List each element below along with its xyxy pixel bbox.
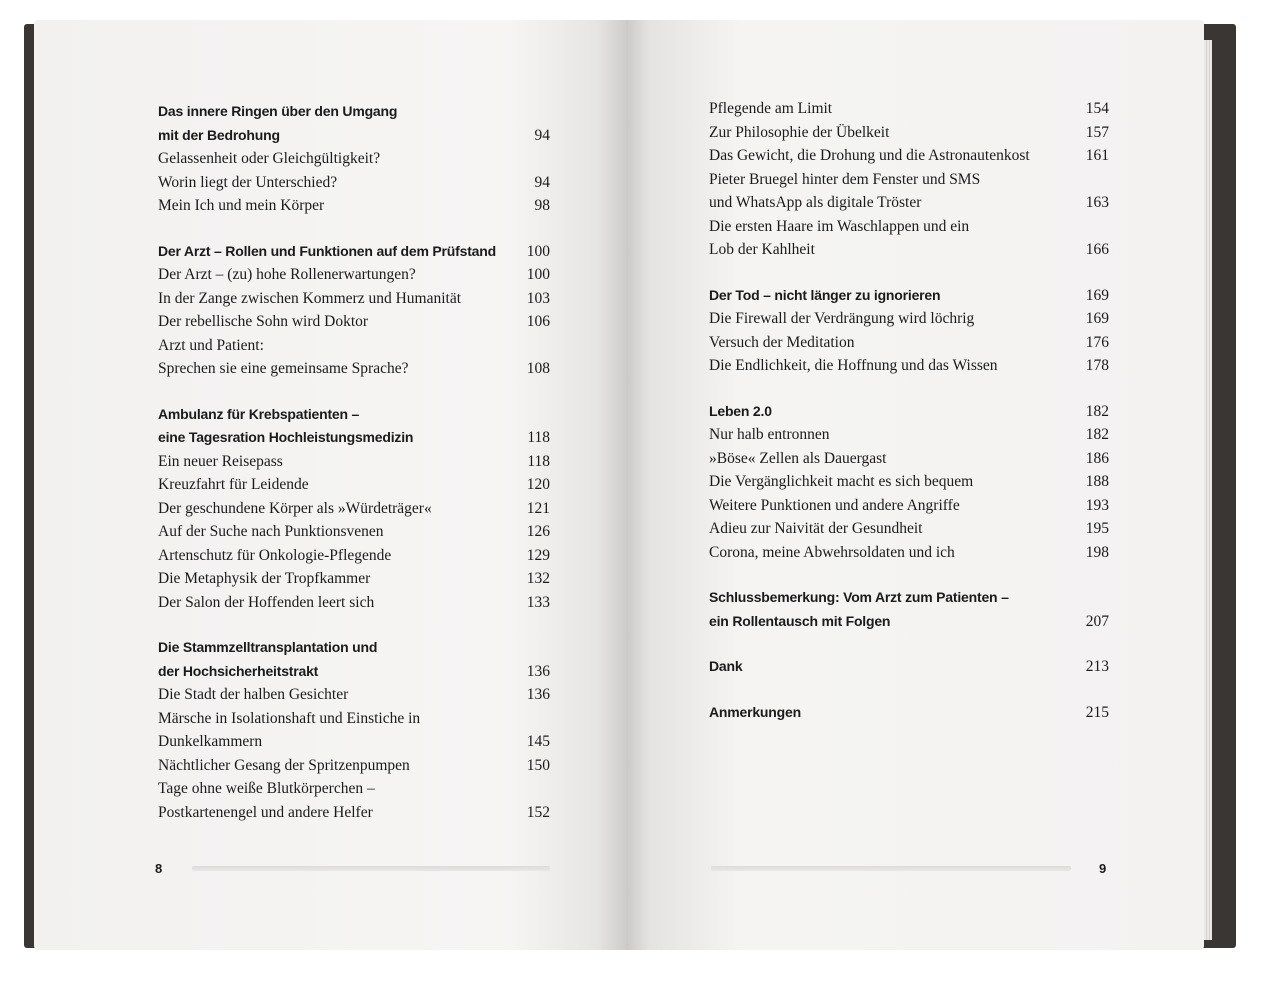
toc-page-number: 213 — [1085, 658, 1109, 675]
toc-page-number: 152 — [526, 803, 550, 821]
toc-page-number: 129 — [526, 546, 550, 564]
toc-entry-title: In der Zange zwischen Kommerz und Humanität — [158, 289, 462, 307]
toc-page-number: 182 — [1085, 426, 1109, 443]
toc-entry — [158, 567, 550, 591]
toc-chapter — [709, 701, 1109, 725]
toc-entry — [158, 777, 550, 824]
toc-entry — [709, 144, 1109, 168]
toc-page-number: 186 — [1085, 449, 1109, 467]
toc-page-number: 215 — [1085, 703, 1109, 721]
toc-page-number: 188 — [1085, 473, 1109, 490]
toc-page-number: 106 — [526, 313, 550, 330]
toc-entry-title: Zur Philosophie der Übelkeit — [709, 123, 890, 141]
toc-page-number: 157 — [1085, 123, 1109, 141]
toc-chapter — [709, 400, 1109, 424]
toc-entry — [709, 517, 1109, 541]
toc-entry-title: der Hochsicherheitstrakt — [158, 662, 319, 679]
toc-entry — [158, 473, 550, 497]
toc-entry-title: Arzt und Patient: — [158, 336, 264, 354]
page-number-left: 8 — [155, 861, 163, 876]
toc-page-number: 136 — [526, 662, 550, 680]
toc-left — [158, 100, 550, 824]
toc-page-number: 207 — [1085, 612, 1109, 630]
toc-page-number: 169 — [1085, 310, 1109, 327]
toc-entry — [709, 470, 1109, 494]
toc-entry-title: Versuch der Meditation — [709, 333, 855, 351]
toc-page-number: 178 — [1085, 357, 1109, 374]
toc-entry-title: Pieter Bruegel hinter dem Fenster und SMS — [709, 170, 981, 188]
page-number-right: 9 — [1099, 861, 1107, 876]
toc-entry — [709, 331, 1109, 355]
toc-entry — [709, 447, 1109, 471]
toc-entry-title: Die ersten Haare im Waschlappen und ein — [709, 217, 970, 235]
toc-section — [709, 97, 1109, 262]
toc-entry-title: Der rebellische Sohn wird Doktor — [158, 313, 369, 330]
toc-entry-title: Das innere Ringen über den Umgang — [158, 103, 398, 119]
toc-entry-title: Märsche in Isolationshaft und Einstiche in — [158, 709, 421, 727]
toc-page-number: 145 — [526, 733, 550, 750]
toc-entry-title: Leben 2.0 — [709, 402, 772, 419]
toc-page-number: 118 — [527, 452, 550, 470]
toc-section — [709, 701, 1109, 725]
section-gap — [709, 564, 1109, 586]
toc-entry-title: Kreuzfahrt für Leidende — [158, 476, 309, 493]
toc-entry-title: Nur halb entronnen — [709, 426, 830, 443]
toc-entry-title: Anmerkungen — [709, 703, 801, 720]
toc-page-number: 154 — [1085, 100, 1109, 117]
toc-page-number: 150 — [526, 756, 550, 774]
toc-section — [158, 100, 550, 218]
footer-rule-left — [192, 866, 550, 871]
toc-entry-title: Auf der Suche nach Punktionsvenen — [158, 523, 384, 540]
toc-entry-title: Die Vergänglichkeit macht es sich bequem — [709, 473, 974, 490]
toc-entry — [709, 307, 1109, 331]
toc-entry-title: Schlussbemerkung: Vom Arzt zum Patienten – — [709, 589, 1009, 605]
toc-page-number: 169 — [1085, 286, 1109, 304]
toc-entry-title: Dunkelkammern — [158, 733, 263, 750]
toc-entry-title: Die Metaphysik der Tropfkammer — [158, 570, 371, 587]
toc-entry-title: Die Stammzelltransplantation und — [158, 639, 378, 655]
toc-section — [709, 284, 1109, 378]
toc-entry-title: Die Stadt der halben Gesichter — [158, 686, 349, 703]
toc-entry — [158, 754, 550, 778]
toc-entry — [158, 707, 550, 754]
toc-entry-title: eine Tagesration Hochleistungsmedizin — [158, 429, 414, 445]
section-gap — [158, 218, 550, 240]
toc-entry-title: Das Gewicht, die Drohung und die Astronautenkost — [709, 147, 1030, 164]
toc-entry-title: ein Rollentausch mit Folgen — [709, 612, 891, 629]
toc-page-number: 100 — [526, 242, 550, 260]
toc-entry — [158, 287, 550, 311]
toc-entry — [158, 310, 550, 334]
toc-entry-title: Der Arzt – (zu) hohe Rollenerwartungen? — [158, 266, 416, 283]
toc-section — [158, 240, 550, 381]
toc-entry-title: Nächtlicher Gesang der Spritzenpumpen — [158, 756, 410, 774]
toc-entry-title: Der Arzt – Rollen und Funktionen auf dem Prüfstand — [158, 242, 496, 259]
toc-page-number: 176 — [1085, 333, 1109, 351]
toc-entry-title: »Böse« Zellen als Dauergast — [709, 449, 887, 467]
toc-entry-title: Corona, meine Abwehrsoldaten und ich — [709, 543, 955, 561]
toc-section — [158, 403, 550, 615]
toc-entry-title: und WhatsApp als digitale Tröster — [709, 194, 922, 211]
toc-entry — [709, 168, 1109, 215]
toc-entry-title: Gelassenheit oder Gleichgültigkeit? — [158, 150, 381, 167]
toc-entry-title: Mein Ich und mein Körper — [158, 197, 325, 214]
toc-entry — [158, 497, 550, 521]
toc-entry — [158, 683, 550, 707]
toc-page-number: 100 — [526, 266, 550, 283]
toc-entry — [158, 263, 550, 287]
toc-entry — [158, 544, 550, 568]
toc-entry — [709, 121, 1109, 145]
toc-entry-title: Pflegende am Limit — [709, 100, 833, 117]
toc-page-number: 118 — [527, 429, 550, 446]
section-gap — [709, 262, 1109, 284]
toc-page-number: 132 — [526, 570, 550, 587]
toc-entry — [709, 541, 1109, 565]
toc-entry-title: Lob der Kahlheit — [709, 241, 815, 258]
toc-entry — [709, 354, 1109, 378]
toc-chapter — [158, 636, 550, 683]
toc-page-number: 121 — [526, 499, 550, 517]
toc-entry-title: Die Endlichkeit, die Hoffnung und das Wissen — [709, 357, 998, 374]
toc-entry-title: Die Firewall der Verdrängung wird löchrig — [709, 310, 975, 327]
toc-page-number: 108 — [526, 360, 550, 377]
toc-section — [709, 655, 1109, 679]
toc-entry-title: Worin liegt der Unterschied? — [158, 173, 338, 191]
section-gap — [709, 633, 1109, 655]
toc-page-number: 133 — [526, 593, 550, 611]
toc-entry-title: Ein neuer Reisepass — [158, 452, 283, 470]
toc-page-number: 198 — [1085, 543, 1109, 561]
toc-entry-title: Der geschundene Körper als »Würdeträger« — [158, 499, 432, 517]
toc-page-number: 166 — [1085, 241, 1109, 258]
toc-page-number: 182 — [1085, 402, 1109, 420]
toc-page-number: 126 — [526, 523, 550, 540]
toc-entry-title: Der Salon der Hoffenden leert sich — [158, 593, 375, 611]
toc-section — [158, 636, 550, 824]
toc-page-number: 120 — [526, 476, 550, 493]
toc-section — [709, 400, 1109, 565]
toc-entry — [709, 423, 1109, 447]
toc-entry-title: Tage ohne weiße Blutkörperchen – — [158, 780, 375, 797]
toc-page-number: 195 — [1085, 520, 1109, 537]
toc-page-number: 94 — [534, 126, 550, 144]
toc-page-number: 163 — [1085, 194, 1109, 211]
toc-page-number: 136 — [526, 686, 550, 703]
toc-entry-title: Postkartenengel und andere Helfer — [158, 803, 373, 821]
section-gap — [709, 679, 1109, 701]
footer-rule-right — [711, 866, 1071, 871]
toc-entry-title: Artenschutz für Onkologie-Pflegende — [158, 546, 392, 564]
toc-entry-title: Dank — [709, 658, 743, 674]
toc-page-number: 103 — [526, 289, 550, 307]
toc-page-number: 193 — [1085, 496, 1109, 514]
toc-entry — [158, 194, 550, 218]
toc-right — [709, 97, 1109, 724]
toc-page-number: 98 — [534, 197, 550, 214]
toc-entry — [709, 97, 1109, 121]
section-gap — [158, 381, 550, 403]
toc-chapter — [709, 655, 1109, 679]
toc-chapter — [158, 100, 550, 147]
toc-entry — [709, 215, 1109, 262]
toc-section — [709, 586, 1109, 633]
toc-page-number: 94 — [534, 173, 550, 191]
toc-entry — [158, 334, 550, 381]
toc-entry-title: mit der Bedrohung — [158, 126, 280, 143]
toc-page-number: 161 — [1085, 147, 1109, 164]
toc-entry — [709, 494, 1109, 518]
toc-entry-title: Der Tod – nicht länger zu ignorieren — [709, 286, 941, 303]
toc-entry — [158, 147, 550, 194]
toc-entry — [158, 450, 550, 474]
toc-entry — [158, 520, 550, 544]
toc-chapter — [709, 284, 1109, 308]
toc-chapter — [158, 403, 550, 450]
toc-entry-title: Ambulanz für Krebspatienten – — [158, 405, 360, 422]
toc-entry-title: Sprechen sie eine gemeinsame Sprache? — [158, 360, 409, 377]
toc-entry — [158, 591, 550, 615]
toc-entry-title: Adieu zur Naivität der Gesundheit — [709, 520, 923, 537]
toc-chapter — [709, 586, 1109, 633]
toc-entry-title: Weitere Punktionen und andere Angriffe — [709, 496, 960, 514]
toc-chapter — [158, 240, 550, 264]
section-gap — [709, 378, 1109, 400]
section-gap — [158, 614, 550, 636]
